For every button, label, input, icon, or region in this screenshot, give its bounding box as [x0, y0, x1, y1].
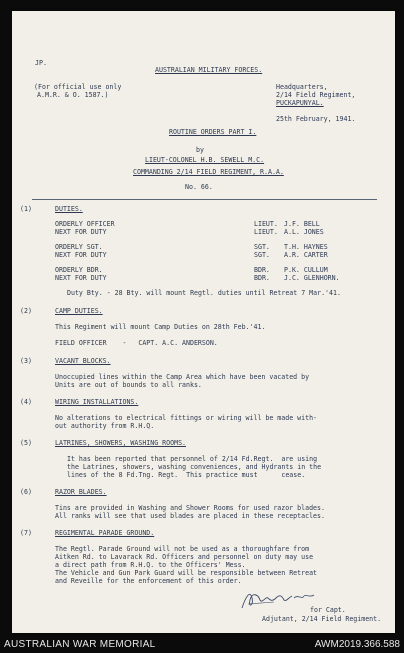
- section-4-line: No alterations to electrical fittings or wiring will be made with-: [55, 414, 318, 422]
- order-number: No. 66.: [185, 183, 213, 191]
- section-5-line: lines of the 8 Fd.Tng. Regt. This practice must cease.: [67, 471, 306, 479]
- section-3-line: Units are out of bounds to all ranks.: [55, 381, 202, 389]
- official-use-line-2: A.M.R. & O. 1587.): [37, 91, 109, 99]
- duty-role: NEXT FOR DUTY: [55, 228, 107, 236]
- duty-rank: SGT.: [254, 243, 270, 251]
- duty-name: P.K. CULLUM: [284, 266, 328, 274]
- duty-rank: SGT.: [254, 251, 270, 259]
- handwritten-signature: [238, 586, 318, 612]
- footer-accession-id: AWM2019.366.588: [314, 639, 400, 650]
- section-4-line: out authority from R.H.Q.: [55, 422, 155, 430]
- section-4-number: (4): [20, 398, 32, 406]
- section-7-line: The Vehicle and Gun Park Guard will be responsible between Retreat: [55, 569, 318, 577]
- section-6-line: Tins are provided in Washing and Shower Rooms for used razor blades.: [55, 504, 325, 512]
- section-5-number: (5): [20, 439, 32, 447]
- duty-name: A.R. CARTER: [284, 251, 328, 259]
- section-4-title: WIRING INSTALLATIONS.: [55, 398, 139, 406]
- section-7-line: and Reveille for the enforcement of this order.: [55, 577, 242, 585]
- section-2-text: This Regiment will mount Camp Duties on 28th Feb.'41.: [55, 323, 266, 331]
- duty-role: ORDERLY OFFICER: [55, 220, 115, 228]
- commander-name: LIEUT-COLONEL H.B. SEWELL M.C.: [145, 156, 265, 164]
- section-3-line: Unoccupied lines within the Camp Area which have been vacated by: [55, 373, 310, 381]
- duty-rank: LIEUT.: [254, 220, 278, 228]
- footer-bar: [0, 636, 404, 653]
- signature-title: Adjutant, 2/14 Field Regiment.: [262, 615, 382, 623]
- document-date: 25th February, 1941.: [276, 115, 356, 123]
- section-6-line: All ranks will see that used blades are placed in these receptacles.: [55, 512, 325, 520]
- duty-role: NEXT FOR DUTY: [55, 274, 107, 282]
- separator-line: [32, 199, 377, 200]
- duty-battery-note: Duty Bty. - 28 Bty. will mount Regtl. duties until Retreat 7 Mar.'41.: [67, 289, 341, 297]
- section-5-title: LATRINES, SHOWERS, WASHING ROOMS.: [55, 439, 187, 447]
- section-5-line: the Latrines, showers, washing conveniences, and Hydrants in the: [67, 463, 322, 471]
- duty-rank: BDR.: [254, 266, 270, 274]
- duty-role: ORDERLY BDR.: [55, 266, 103, 274]
- footer-source: AUSTRALIAN WAR MEMORIAL: [4, 639, 156, 650]
- official-use-line-1: (For official use only: [34, 83, 122, 91]
- document-page: [12, 11, 395, 633]
- initials: JP.: [35, 59, 47, 67]
- duty-rank: BDR.: [254, 274, 270, 282]
- section-7-title: REGIMENTAL PARADE GROUND.: [55, 529, 155, 537]
- section-1-number: (1): [20, 205, 32, 213]
- section-7-line: Aitken Rd. to Lavarack Rd. Officers and personnel on duty may use: [55, 553, 314, 561]
- section-6-title: RAZOR BLADES.: [55, 488, 107, 496]
- duty-role: NEXT FOR DUTY: [55, 251, 107, 259]
- duty-rank: LIEUT.: [254, 228, 278, 236]
- section-1-title: DUTIES.: [55, 205, 83, 213]
- signature-for: for Capt.: [310, 606, 346, 614]
- hq-line-1: Headquarters,: [276, 83, 328, 91]
- section-7-number: (7): [20, 529, 32, 537]
- by-text: by: [196, 146, 204, 154]
- command-title: COMMANDING 2/14 FIELD REGIMENT, R.A.A.: [133, 168, 284, 176]
- section-2-number: (2): [20, 307, 32, 315]
- duty-name: T.H. HAYNES: [284, 243, 328, 251]
- duty-name: A.L. JONES: [284, 228, 324, 236]
- field-officer: FIELD OFFICER - CAPT. A.C. ANDERSON.: [55, 339, 218, 347]
- section-7-line: a direct path from R.H.Q. to the Officers' Mess.: [55, 561, 246, 569]
- hq-line-3: PUCKAPUNYAL.: [276, 99, 324, 107]
- duty-name: J.F. BELL: [284, 220, 320, 228]
- duty-role: ORDERLY SGT.: [55, 243, 103, 251]
- section-5-line: It has been reported that personnel of 2/14 Fd.Regt. are using: [67, 455, 318, 463]
- hq-line-2: 2/14 Field Regiment,: [276, 91, 356, 99]
- duty-name: J.C. GLENHORN.: [284, 274, 340, 282]
- section-6-number: (6): [20, 488, 32, 496]
- section-2-title: CAMP DUTIES.: [55, 307, 103, 315]
- document-title: AUSTRALIAN MILITARY FORCES.: [155, 66, 263, 74]
- section-7-line: The Regtl. Parade Ground will not be used as a thoroughfare from: [55, 545, 310, 553]
- section-3-number: (3): [20, 357, 32, 365]
- section-3-title: VACANT BLOCKS.: [55, 357, 111, 365]
- orders-heading: ROUTINE ORDERS PART I.: [169, 128, 257, 136]
